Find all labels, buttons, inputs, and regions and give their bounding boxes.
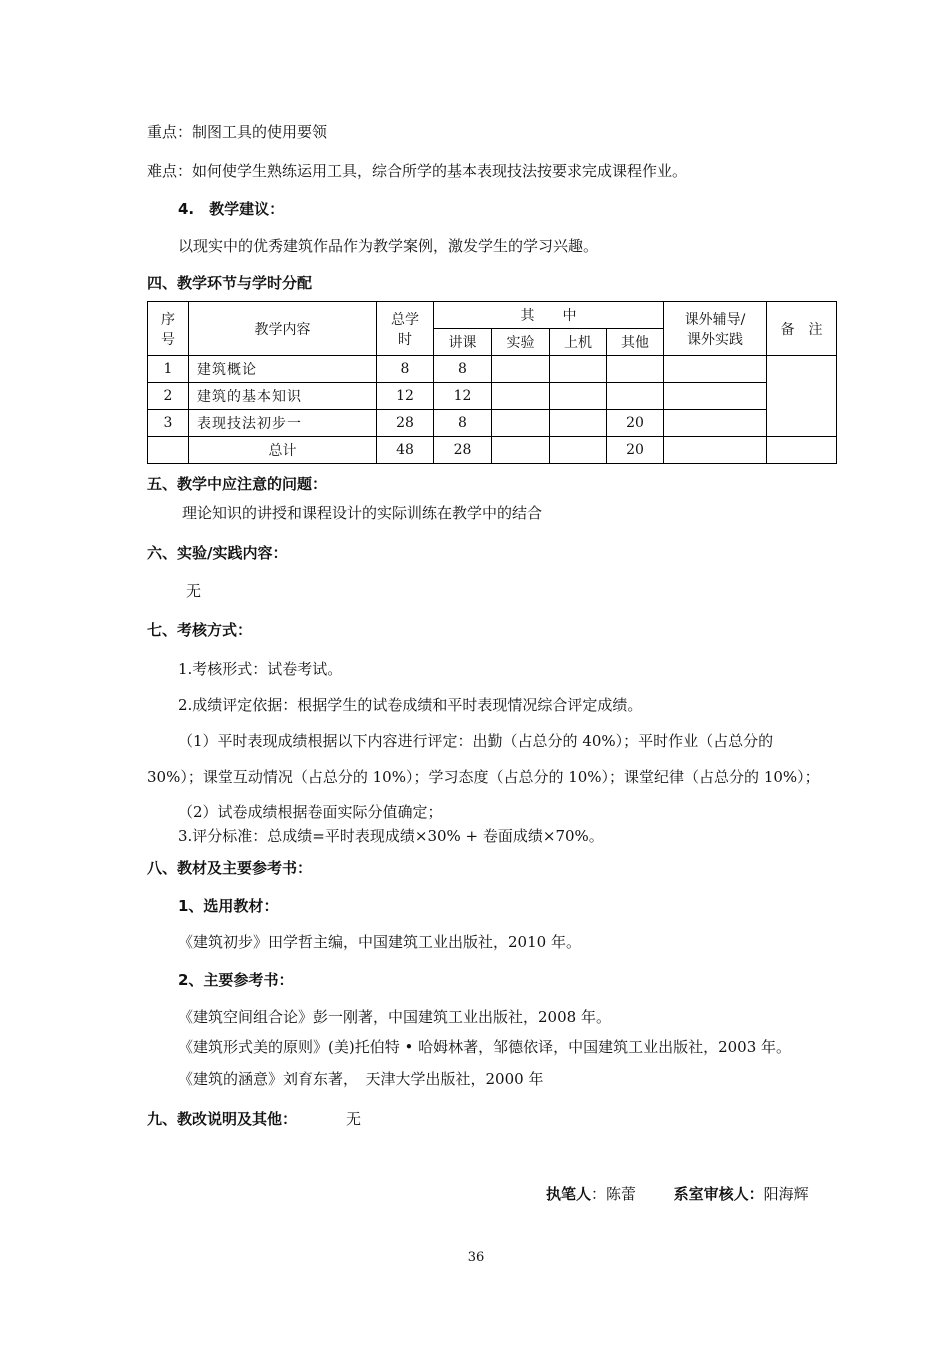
cell-lecture: 28 xyxy=(434,437,492,464)
section5-heading: 五、教学中应注意的问题： xyxy=(147,475,328,493)
cell-remark xyxy=(767,437,837,464)
table-row xyxy=(148,410,837,437)
header-other: 其他 xyxy=(607,329,664,356)
teaching-suggestion-heading: 4. 教学建议： xyxy=(178,200,285,218)
cell-content: 表现技法初步一 xyxy=(189,410,377,437)
reference-item: 《建筑形式美的原则》(美)托伯特 • 哈姆林著，邹德依译，中国建筑工业出版社，2003 年。 xyxy=(178,1038,792,1056)
difficulty-line: 难点：如何使学生熟练运用工具，综合所学的基本表现技法按要求完成课程作业。 xyxy=(147,162,688,180)
header-content: 教学内容 xyxy=(189,302,377,356)
reviewer-label: 系室审核人： xyxy=(673,1185,764,1203)
section8-heading: 八、教材及主要参考书： xyxy=(147,859,313,877)
textbook-entry: 《建筑初步》田学哲主编，中国建筑工业出版社，2010 年。 xyxy=(178,933,581,951)
header-experiment: 实验 xyxy=(492,329,550,356)
signature-block xyxy=(546,1184,809,1204)
writer-separator: ： xyxy=(591,1185,607,1203)
cell-seq xyxy=(148,437,189,464)
assessment-form: 1.考核形式：试卷考试。 xyxy=(178,660,343,678)
cell-remark xyxy=(767,356,837,437)
header-computer: 上机 xyxy=(550,329,607,356)
cell-experiment xyxy=(492,356,550,383)
header-total-hours: 总学 时 xyxy=(377,302,434,356)
cell-total-label: 总计 xyxy=(189,437,377,464)
page-number: 36 xyxy=(467,1250,485,1265)
cell-total: 8 xyxy=(377,356,434,383)
cell-lecture: 8 xyxy=(434,410,492,437)
cell-total: 12 xyxy=(377,383,434,410)
section7-heading: 七、考核方式： xyxy=(147,621,253,639)
cell-experiment xyxy=(492,437,550,464)
hours-allocation-table xyxy=(147,301,837,464)
references-subheading: 2、主要参考书： xyxy=(178,971,294,989)
cell-other xyxy=(607,383,664,410)
cell-computer xyxy=(550,437,607,464)
assessment-daily-b: 30%）；课堂互动情况（占总分的 10%）；学习态度（占总分的 10%）；课堂纪律（占总分的 10%）； xyxy=(147,768,820,786)
cell-extra xyxy=(664,410,767,437)
cell-content: 建筑的基本知识 xyxy=(189,383,377,410)
cell-other: 20 xyxy=(607,410,664,437)
section6-body: 无 xyxy=(186,582,202,600)
cell-extra xyxy=(664,437,767,464)
reviewer-name: 阳海辉 xyxy=(763,1185,809,1203)
section9-body: 无 xyxy=(346,1110,362,1128)
teaching-suggestion-body: 以现实中的优秀建筑作品作为教学案例，激发学生的学习兴趣。 xyxy=(178,237,599,255)
header-seq: 序 号 xyxy=(148,302,189,356)
assessment-exam: （2）试卷成绩根据卷面实际分值确定； xyxy=(178,803,443,821)
cell-seq: 2 xyxy=(148,383,189,410)
cell-other: 20 xyxy=(607,437,664,464)
cell-total: 48 xyxy=(377,437,434,464)
header-remark: 备 注 xyxy=(767,302,837,356)
cell-computer xyxy=(550,383,607,410)
cell-lecture: 8 xyxy=(434,356,492,383)
writer-name: 陈蕾 xyxy=(606,1185,637,1203)
cell-lecture: 12 xyxy=(434,383,492,410)
table-row xyxy=(148,383,837,410)
table-row xyxy=(148,356,837,383)
header-among: 其 中 xyxy=(434,302,664,329)
assessment-basis: 2.成绩评定依据：根据学生的试卷成绩和平时表现情况综合评定成绩。 xyxy=(178,696,643,714)
cell-extra xyxy=(664,356,767,383)
header-lecture: 讲课 xyxy=(434,329,492,356)
table-total-row xyxy=(148,437,837,464)
writer-label: 执笔人 xyxy=(546,1185,592,1203)
key-point-line: 重点：制图工具的使用要领 xyxy=(147,123,328,141)
cell-computer xyxy=(550,356,607,383)
cell-other xyxy=(607,356,664,383)
cell-total: 28 xyxy=(377,410,434,437)
cell-seq: 3 xyxy=(148,410,189,437)
cell-computer xyxy=(550,410,607,437)
cell-content: 建筑概论 xyxy=(189,356,377,383)
section9-heading: 九、教改说明及其他： xyxy=(147,1110,298,1128)
header-extracurricular: 课外辅导/ 课外实践 xyxy=(664,302,767,356)
assessment-daily-a: （1）平时表现成绩根据以下内容进行评定：出勤（占总分的 40%）；平时作业（占总分的 xyxy=(178,732,774,750)
section5-body: 理论知识的讲授和课程设计的实际训练在教学中的结合 xyxy=(182,504,543,522)
cell-seq: 1 xyxy=(148,356,189,383)
textbook-subheading: 1、选用教材： xyxy=(178,897,279,915)
section4-heading: 四、教学环节与学时分配 xyxy=(147,274,313,292)
reference-item: 《建筑的涵意》刘育东著， 天津大学出版社，2000 年 xyxy=(178,1070,544,1088)
assessment-standard: 3.评分标准：总成绩=平时表现成绩×30% + 卷面成绩×70%。 xyxy=(178,827,604,845)
cell-experiment xyxy=(492,410,550,437)
reference-item: 《建筑空间组合论》彭一刚著，中国建筑工业出版社，2008 年。 xyxy=(178,1008,611,1026)
section6-heading: 六、实验/实践内容： xyxy=(147,544,288,562)
cell-extra xyxy=(664,383,767,410)
cell-experiment xyxy=(492,383,550,410)
